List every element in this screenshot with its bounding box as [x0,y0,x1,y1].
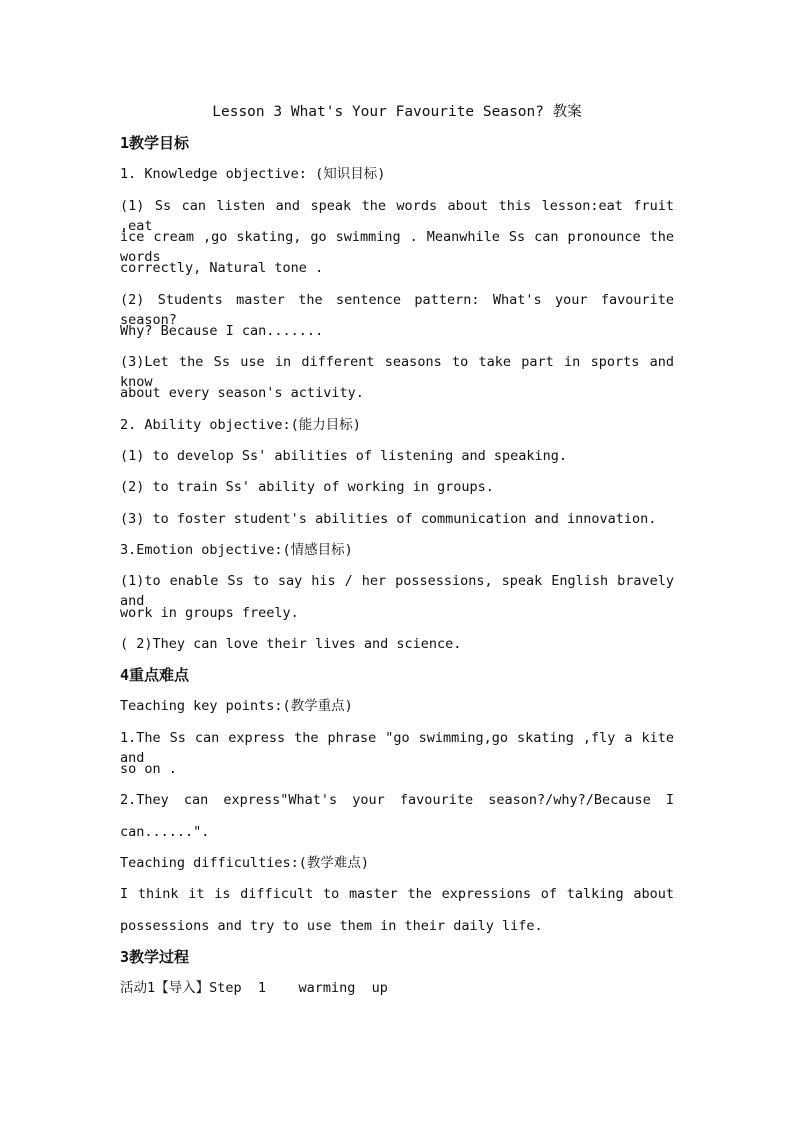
text-line: 2. Ability objective:(能力目标) [120,416,361,433]
text-line: 2.They can express"What's your favourite season?/why?/Because I [120,792,674,809]
document-title: Lesson 3 What's Your Favourite Season? 教案 [212,104,582,120]
text-line: (1) Ss can listen and speak the words about this lesson:eat fruit ,eat [120,197,674,234]
text-line: (1) to develop Ss' abilities of listening and speaking. [120,448,568,464]
text-line: work in groups freely. [120,604,299,621]
text-line: possessions and try to use them in their daily life. [120,917,543,934]
text-line: ice cream ,go skating, go swimming . Meanwhile Ss can pronounce the words [120,228,674,265]
text-line: Teaching key points:(教学重点) [120,698,353,715]
text-line: about every season's activity. [120,385,364,402]
text-line: 1.The Ss can express the phrase "go swimming,go skating ,fly a kite and [120,729,674,766]
text-line: so on . [120,761,177,777]
text-line: can......". [120,823,210,840]
text-line: Teaching difficulties:(教学难点) [120,854,370,871]
text-line: (3)Let the Ss use in different seasons to take part in sports and know [120,354,674,391]
section-heading: 1教学目标 [120,134,190,152]
text-line: 3.Emotion objective:(情感目标) [120,541,353,558]
text-line: (2) to train Ss' ability of working in groups. [120,479,494,496]
section-heading: 3教学过程 [120,947,190,966]
text-line: I think it is difficult to master the expressions of talking about [120,886,674,903]
text-line: 活动1【导入】Step 1 warming up [120,980,388,997]
text-line: (1)to enable Ss to say his / her possessions, speak English bravely and [120,573,674,610]
text-line: Why? Because I can....... [120,322,324,339]
text-line: (3) to foster student's abilities of communication and innovation. [120,510,657,527]
text-line: ( 2)They can love their lives and science. [120,635,462,652]
text-line: (2) Students master the sentence pattern: What's your favourite season? [120,291,674,328]
text-line: correctly, Natural tone . [120,260,324,277]
section-heading: 4重点难点 [120,666,190,685]
text-line: 1. Knowledge objective: (知识目标) [120,166,386,183]
